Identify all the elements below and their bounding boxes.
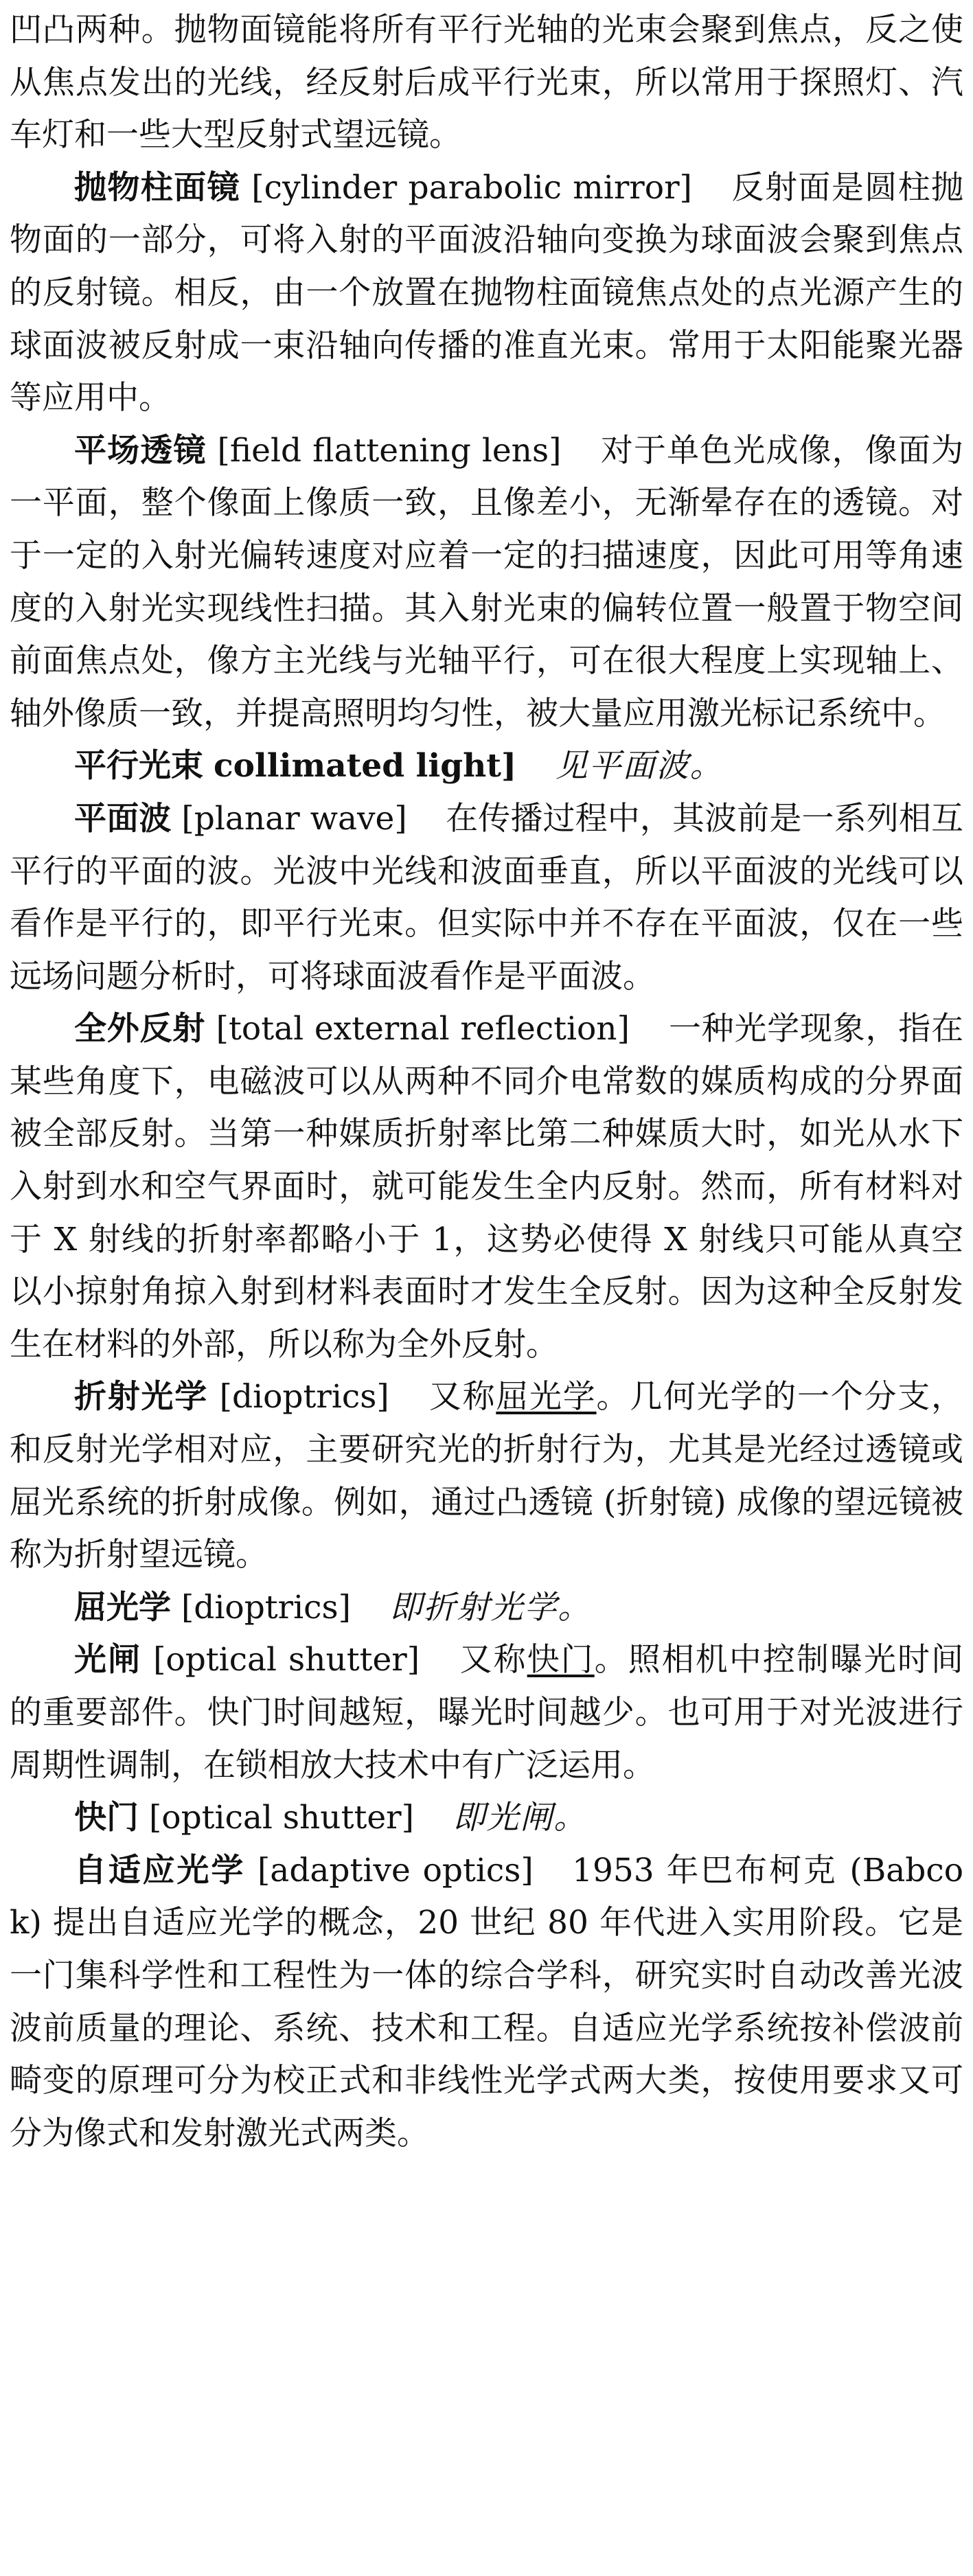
entry-english: [adaptive optics] [257, 1851, 534, 1889]
entry-pre: 又称 [458, 1641, 527, 1679]
entry-text: 在传播过程中，其波前是一系列相互平行的平面的波。光波中光线和波面垂直，所以平面波的光线可以看作是平行的，即平行光束。但实际中并不存在平面波，仅在一些远场问题分析时，可将球面波看作是平面波。 [10, 799, 963, 996]
entry-english: [planar wave] [181, 799, 407, 838]
entry-term: 抛物柱面镜 [74, 168, 240, 207]
entry-collimated-light [10, 740, 963, 793]
entry-term: 平面波 [74, 799, 172, 838]
entry-parabolic-cylinder-mirror [10, 162, 963, 425]
entry-english: [cylinder parabolic mirror] [251, 168, 692, 207]
entry-text: 反射面是圆柱抛物面的一部分，可将入射的平面波沿轴向变换为球面波会聚到焦点的反射镜。相反，由一个放置在抛物柱面镜焦点处的点光源产生的球面波被反射成一束沿轴向传播的准直光束。常用于太阳能聚光器等应用中。 [10, 168, 963, 417]
entry-english: [dioptrics] [219, 1378, 389, 1416]
entry-cross-reference: 即光闸。 [453, 1799, 588, 1837]
entry-term: 平行光束 [74, 747, 203, 785]
entry-text: 凹凸两种。抛物面镜能将所有平行光轴的光束会聚到焦点，反之使从焦点发出的光线，经反射后成平行光束，所以常用于探照灯、汽车灯和一些大型反射式望远镜。 [10, 11, 963, 154]
entry-term: 折射光学 [74, 1378, 208, 1416]
entry-english: [field flattening lens] [217, 431, 562, 470]
entry-term: 平场透镜 [74, 431, 207, 470]
entry-text: 1953 年巴布柯克 (Babcok) 提出自适应光学的概念，20 世纪 80 年代进入实用阶段。它是一门集科学性和工程性为一体的综合学科，研究实时自动改善光波波前质量的理论、系统、技术和工程。自适应光学系统按补偿波前畸变的原理可分为校正式和非线性光学式两大类，按使用要求又可分为像式和发射激光式两类。 [10, 1851, 964, 2152]
entry-english: [optical shutter] [153, 1641, 420, 1679]
entry-dioptrics-alias [10, 1582, 963, 1635]
entry-continuation [10, 4, 963, 162]
entry-term: 屈光学 [74, 1588, 171, 1626]
entry-text: 。几何光学的一个分支，和反射光学相对应，主要研究光的折射行为，尤其是光经过透镜或屈光系统的折射成像。例如，通过凸透镜 (折射镜) 成像的望远镜被称为折射望远镜。 [10, 1378, 963, 1574]
entry-text: 一种光学现象，指在某些角度下，电磁波可以从两种不同介电常数的媒质构成的分界面被全部反射。当第一种媒质折射率比第二种媒质大时，如光从水下入射到水和空气界面时，就可能发生全内反射。然而，所有材料对于 X 射线的折射率都略小于 1，这势必使得 X 射线只可能从真空以小掠射角掠入射到材料表面时才发生全反射。因为这种全反射发生在材料的外部，所以称为全外反射。 [10, 1010, 963, 1364]
entry-dioptrics [10, 1371, 963, 1581]
entry-english: collimated light] [213, 747, 517, 785]
entry-cross-reference: 见平面波。 [555, 747, 724, 785]
entry-planar-wave [10, 793, 963, 1003]
entry-text: 对于单色光成像，像面为一平面，整个像面上像质一致，且像差小，无渐晕存在的透镜。对于一定的入射光偏转速度对应着一定的扫描速度，因此可用等角速度的入射光实现线性扫描。其入射光束的偏转位置一般置于物空间前面焦点处，像方主光线与光轴平行，可在很大程度上实现轴上、轴外像质一致，并提高照明均匀性，被大量应用激光标记系统中。 [10, 431, 963, 733]
entry-text: 。照相机中控制曝光时间的重要部件。快门时间越短，曝光时间越少。也可用于对光波进行周期性调制，在锁相放大技术中有广泛运用。 [10, 1641, 964, 1784]
entry-alias-link[interactable]: 屈光学 [496, 1378, 597, 1416]
entry-term: 全外反射 [74, 1010, 205, 1048]
entry-adaptive-optics [10, 1845, 963, 2161]
entry-total-external-reflection [10, 1003, 963, 1371]
entry-optical-shutter [10, 1634, 963, 1792]
entry-term: 光闸 [74, 1641, 142, 1679]
entry-english: [dioptrics] [181, 1588, 351, 1626]
entry-shutter-alias [10, 1792, 963, 1845]
entry-english: [total external reflection] [216, 1010, 630, 1048]
entry-pre: 又称 [428, 1378, 496, 1416]
entry-english: [optical shutter] [148, 1799, 414, 1837]
entry-term: 自适应光学 [74, 1851, 246, 1889]
entry-alias-link[interactable]: 快门 [527, 1641, 595, 1679]
entry-field-flattening-lens [10, 425, 963, 741]
entry-cross-reference: 即折射光学。 [389, 1588, 592, 1626]
entry-term: 快门 [74, 1799, 139, 1837]
